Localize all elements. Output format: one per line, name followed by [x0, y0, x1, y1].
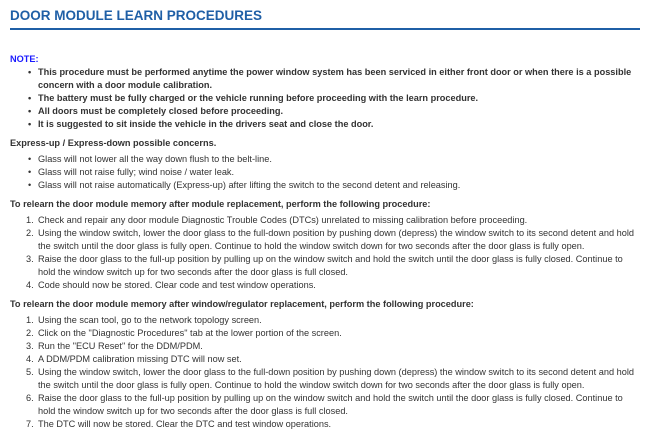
- express-heading: Express-up / Express-down possible concerns.: [10, 138, 217, 148]
- concern-item: • Glass will not raise fully; wind noise / water leak.: [38, 166, 640, 179]
- procedure-step: 4. Code should now be stored. Clear code and test window operations.: [26, 280, 316, 290]
- module-replacement-steps: [10, 214, 640, 292]
- procedure-step: 4. A DDM/PDM calibration missing DTC will now set.: [26, 354, 242, 364]
- note-item: • This procedure must be performed anytime the power window system has been serviced in either front door or when there is a possible concern with a door module calibration.: [38, 66, 640, 92]
- note-item: • The battery must be fully charged or the vehicle running before proceeding with the learn procedure.: [38, 92, 640, 105]
- module-replacement-heading: To relearn the door module memory after module replacement, perform the following procedure:: [10, 199, 431, 209]
- concern-item: • Glass will not raise automatically (Express-up) after lifting the switch to the second detent and releasing.: [38, 179, 640, 192]
- procedure-step: 3. Raise the door glass to the full-up position by pulling up on the window switch and hold the switch until the door glass is fully closed. Continue to hold the window switch up for two seconds after the door glass is full closed.: [26, 254, 623, 277]
- procedure-step: 2. Using the window switch, lower the door glass to the full-down position by pushing down (depress) the window switch to its second detent and hold the switch until the door glass is fully open. Continue to hold the window switch down for two seconds after the door glass is fully open.: [26, 228, 634, 251]
- procedure-step: 1. Check and repair any door module Diagnostic Trouble Codes (DTCs) unrelated to missing calibration before proceeding.: [26, 215, 528, 225]
- regulator-replacement-steps: [10, 314, 640, 431]
- page-title: DOOR MODULE LEARN PROCEDURES: [10, 6, 640, 30]
- express-concerns-list: [10, 153, 640, 192]
- regulator-replacement-heading: To relearn the door module memory after window/regulator replacement, perform the following procedure:: [10, 299, 474, 309]
- note-item: • All doors must be completely closed before proceeding.: [38, 105, 640, 118]
- procedure-step: 3. Run the "ECU Reset" for the DDM/PDM.: [26, 341, 203, 351]
- note-list: [10, 66, 640, 131]
- procedure-step: 2. Click on the "Diagnostic Procedures" tab at the lower portion of the screen.: [26, 328, 342, 338]
- procedure-step: 1. Using the scan tool, go to the network topology screen.: [26, 315, 262, 325]
- procedure-step: 7. The DTC will now be stored. Clear the DTC and test window operations.: [26, 419, 332, 429]
- note-item: • It is suggested to sit inside the vehicle in the drivers seat and close the door.: [38, 118, 640, 131]
- note-label: NOTE:: [10, 54, 39, 64]
- procedure-step: 6. Raise the door glass to the full-up position by pulling up on the window switch and hold the switch until the door glass is fully closed. Continue to hold the window switch up for two seconds after the door glass is full closed.: [26, 393, 623, 416]
- concern-item: • Glass will not lower all the way down flush to the belt-line.: [38, 153, 640, 166]
- procedure-step: 5. Using the window switch, lower the door glass to the full-down position by pushing down (depress) the window switch to its second detent and hold the switch until the door glass is fully open. Continue to hold the window switch down for two seconds after the door glass is fully open.: [26, 367, 634, 390]
